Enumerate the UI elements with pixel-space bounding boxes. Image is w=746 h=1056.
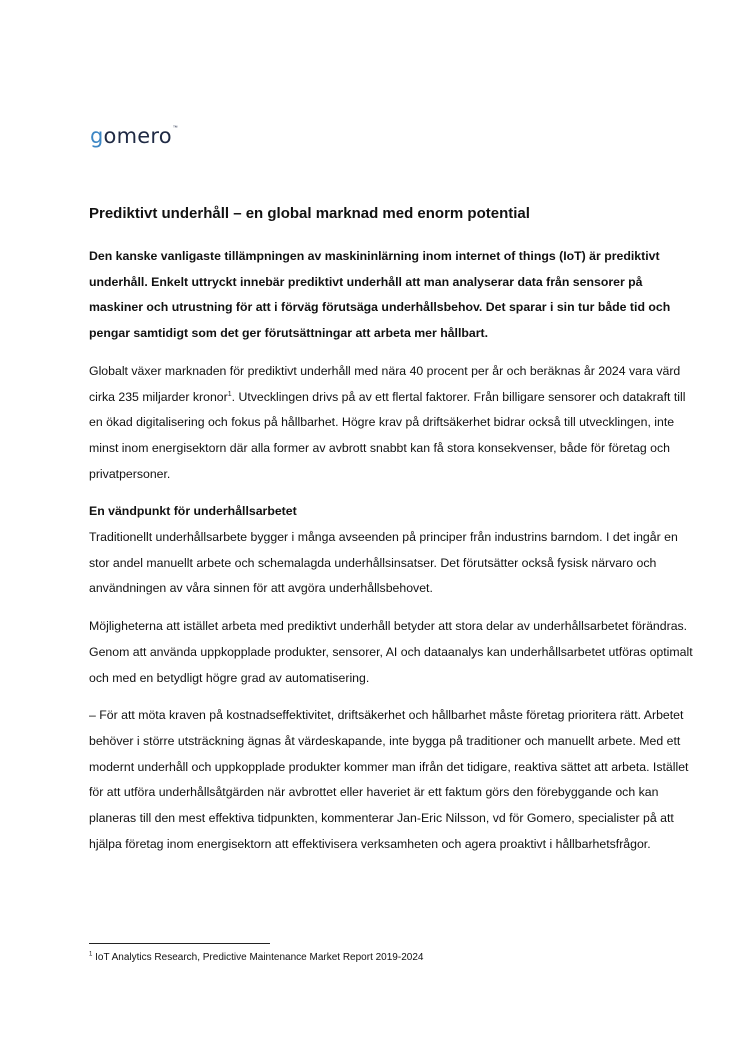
logo-wordmark — [90, 124, 172, 148]
section-subheading: En vändpunkt för underhållsarbetet — [89, 504, 297, 519]
market-paragraph — [89, 359, 693, 488]
market-text-start: Globalt växer marknaden för prediktivt underhåll med nära 40 procent per år och beräknas år 2024 vara värd cirka 235 miljarder kronor — [89, 363, 681, 404]
possibilities-paragraph: Möjligheterna att istället arbeta med prediktivt underhåll betyder att stora delar av underhållsarbetet förändras. Genom att använda uppkopplade produkter, sensorer, AI och dataanalys kan underhållsarbetet utföras optimalt och med en betydligt högre grad av automatisering. — [89, 619, 693, 685]
footnote-reference: 1 — [227, 390, 232, 398]
footnote-number: 1 — [89, 951, 93, 958]
market-text-end: . Utvecklingen drivs på av ett flertal faktorer. Från billigare sensorer och datakraft till en ökad digitalisering och fokus på hållbarhet. Högre krav på driftsäkerhet bidrar också till utvecklingen, inte minst inom energisektorn där alla former av avbrott snabbt kan få stora konsekvenser, både för företag och privatpersoner. — [89, 389, 686, 481]
traditional-paragraph: Traditionellt underhållsarbete bygger i många avseenden på principer från industrins barndom. I det ingår en stor andel manuellt arbete och schemalagda underhållsinsatser. Det förutsätter också fysisk närvaro och användningen av våra sinnen för att avgöra underhållsbehovet. — [89, 530, 678, 596]
logo-letters: omero — [103, 124, 172, 148]
logo-trademark: ™ — [172, 125, 178, 131]
logo-letter-g: g — [90, 124, 104, 148]
footnote-text: IoT Analytics Research, Predictive Maintenance Market Report 2019-2024 — [92, 952, 424, 963]
article-body — [89, 244, 693, 869]
footnote — [89, 950, 423, 966]
quote-paragraph: – För att möta kraven på kostnadseffektivitet, driftsäkerhet och hållbarhet måste företag prioritera rätt. Arbetet behöver i större utsträckning ägnas åt värdeskapande, inte bygga på traditioner och manuellt arbete. Med ett modernt underhåll och uppkopplade produkter kommer man ifrån det tidigare, reaktiva sättet att arbeta. Istället för att utföra underhållsåtgärden när avbrottet eller haveriet är ett faktum görs den förebyggande och kan planeras till den mest effektiva tidpunkten, kommenterar Jan-Eric Nilsson, vd för Gomero, specialister på att hjälpa företag inom energisektorn att effektivisera verksamheten och agera proaktivt i hållbarhetsfrågor. — [89, 708, 689, 851]
lead-paragraph: Den kanske vanligaste tillämpningen av maskininlärning inom internet of things (IoT) är prediktivt underhåll. Enkelt uttryckt innebär prediktivt underhåll att man analyserar data från sensorer på maskiner och utrustning för att i förväg förutsäga underhållsbehov. Det sparar i sin tur både tid och pengar samtidigt som det ger förutsättningar att arbeta mer hållbart. — [89, 249, 671, 341]
gomero-logo — [90, 124, 178, 148]
article-title: Prediktivt underhåll – en global marknad med enorm potential — [89, 205, 530, 222]
footnote-divider — [89, 943, 270, 944]
